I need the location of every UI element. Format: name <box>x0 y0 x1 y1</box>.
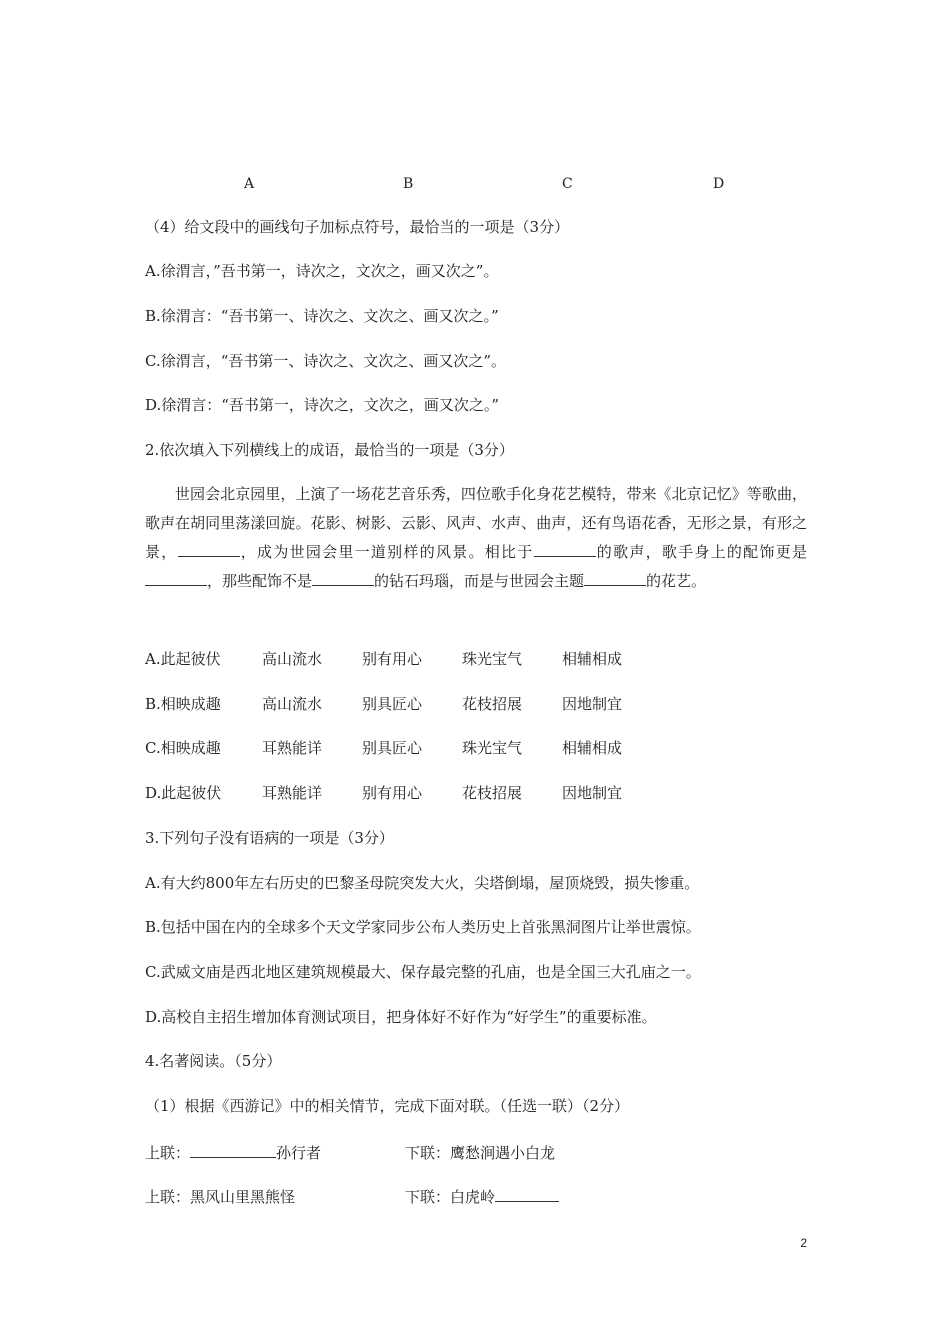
passage-text-5: 的钻石玛瑙，而是与世园会主题 <box>374 572 585 590</box>
fill-blank-1[interactable] <box>178 543 240 557</box>
q2-passage <box>145 480 807 596</box>
couplet-blank-1[interactable] <box>190 1144 276 1158</box>
q1-4-option-c: C.徐渭言，“吾书第一、诗次之、文次之、画又次之”。 <box>145 352 507 370</box>
q3-option-b: B.包括中国在内的全球多个天文学家同步公布人类历史上首张黑洞图片让举世震惊。 <box>145 918 701 936</box>
q3-option-a: A.有大约800年左右历史的巴黎圣母院突发大火，尖塔倒塌，屋顶烧毁，损失惨重。 <box>145 874 700 892</box>
image-option-c: C <box>562 176 573 192</box>
fill-blank-5[interactable] <box>584 572 646 586</box>
passage-text-1: 世园会北京园里，上演了一场花艺音乐秀，四位歌手化身花艺模特，带来《北京记忆》等歌曲，歌声在胡同里荡漾回旋。花影、树影、云影、风声、水声、曲声，还有鸟语花香，无形之景，有形之景， <box>145 485 807 561</box>
q3-option-d: D.高校自主招生增加体育测试项目，把身体好不好作为“好学生”的重要标准。 <box>145 1008 657 1026</box>
fill-blank-3[interactable] <box>145 572 207 586</box>
q2-option-a: A.此起彼伏 高山流水 别有用心 珠光宝气 相辅相成 <box>145 650 623 668</box>
question-2: 2.依次填入下列横线上的成语，最恰当的一项是（3分） <box>145 441 514 459</box>
q2-option-d: D.此起彼伏 耳熟能详 别有用心 花枝招展 因地制宜 <box>145 784 623 802</box>
image-option-d: D <box>713 176 725 192</box>
q3-option-c: C.武威文庙是西北地区建筑规模最大、保存最完整的孔庙，也是全国三大孔庙之一。 <box>145 963 701 981</box>
question-1-4: （4）给文段中的画线句子加标点符号，最恰当的一项是（3分） <box>145 218 570 236</box>
passage-text-6: 的花艺。 <box>646 572 707 590</box>
image-option-b: B <box>403 176 414 192</box>
image-option-a: A <box>244 176 255 192</box>
passage-text-3: 的歌声，歌手身上的配饰更是 <box>595 543 807 561</box>
q2-option-b: B.相映成趣 高山流水 别具匠心 花枝招展 因地制宜 <box>145 695 623 713</box>
q4-sub-question-1: （1）根据《西游记》中的相关情节，完成下面对联。（任选一联）（2分） <box>145 1097 630 1115</box>
fill-blank-4[interactable] <box>312 572 374 586</box>
passage-text-4: ，那些配饰不是 <box>207 572 313 590</box>
q1-4-option-d: D.徐渭言：“吾书第一，诗次之，文次之，画又次之。” <box>145 396 500 414</box>
q2-option-c: C.相映成趣 耳熟能详 别具匠心 珠光宝气 相辅相成 <box>145 739 623 757</box>
q1-4-option-b: B.徐渭言：“吾书第一、诗次之、文次之、画又次之。” <box>145 307 499 325</box>
q1-4-option-a: A.徐渭言，”吾书第一，诗次之，文次之，画又次之”。 <box>145 262 499 280</box>
question-4: 4.名著阅读。（5分） <box>145 1052 282 1070</box>
page-number: 2 <box>800 1236 807 1250</box>
couplet-blank-2[interactable] <box>495 1188 559 1202</box>
couplet-1: 上联： 孙行者 下联：鹰愁涧遇小白龙 <box>145 1144 556 1162</box>
passage-text-2: ，成为世园会里一道别样的风景。相比于 <box>239 543 534 561</box>
fill-blank-2[interactable] <box>534 543 596 557</box>
couplet-2: 上联：黑风山里黑熊怪 下联：白虎岭 <box>145 1188 559 1205</box>
question-3: 3.下列句子没有语病的一项是（3分） <box>145 829 394 847</box>
